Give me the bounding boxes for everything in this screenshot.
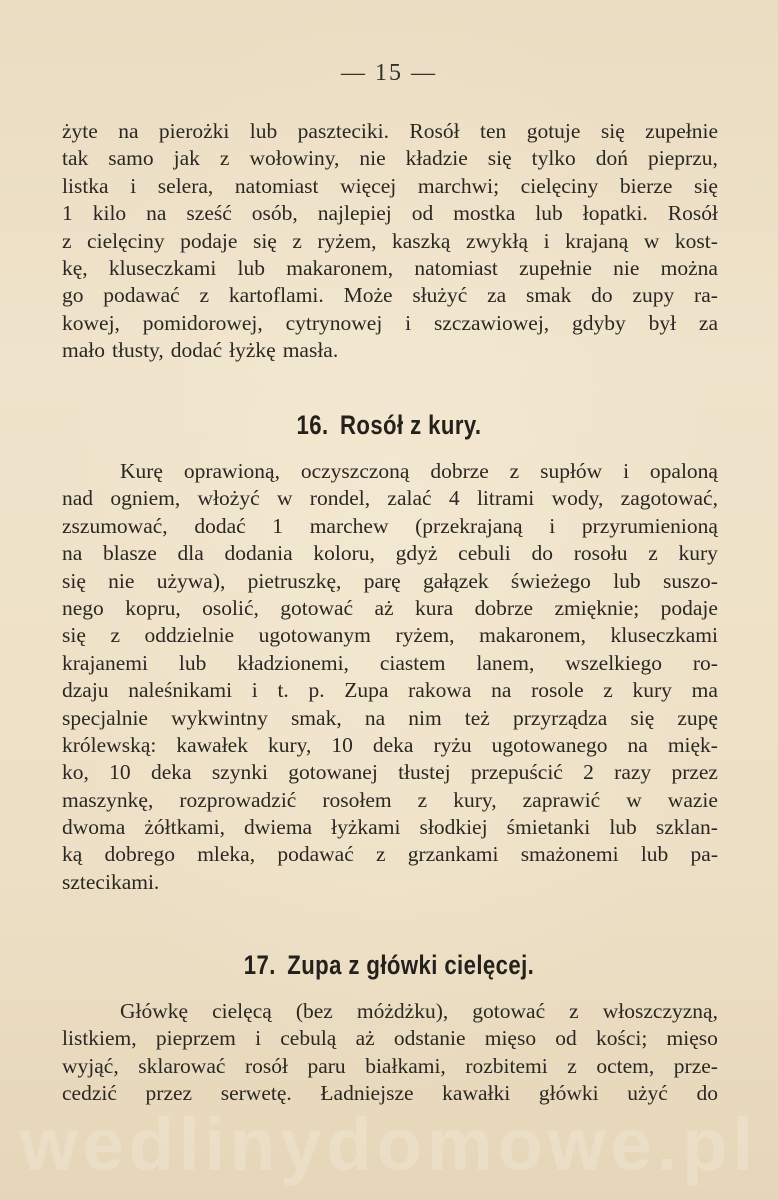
page-number: — 15 — bbox=[341, 60, 437, 86]
word: i bbox=[251, 678, 258, 703]
word: za bbox=[698, 310, 718, 335]
word: paru bbox=[307, 1053, 346, 1078]
word: suszo- bbox=[662, 568, 718, 593]
word: kawałek bbox=[176, 732, 248, 757]
word: się bbox=[487, 146, 512, 171]
word: sklarować bbox=[138, 1053, 226, 1078]
word: dobrze bbox=[430, 459, 489, 483]
word: najlepiej bbox=[317, 201, 392, 226]
word: się bbox=[252, 228, 277, 253]
word: naleśnikami bbox=[128, 678, 233, 703]
word: oczyszczoną bbox=[300, 459, 410, 483]
word: nie bbox=[108, 568, 135, 593]
word: pieprzem bbox=[155, 1026, 236, 1051]
text-line bbox=[62, 650, 718, 677]
word: z bbox=[219, 146, 230, 171]
word: i bbox=[623, 459, 630, 483]
word: razy bbox=[614, 760, 652, 785]
word: wazie bbox=[667, 787, 718, 812]
word: pietruszkę, bbox=[247, 568, 342, 593]
word: lub bbox=[249, 119, 278, 143]
word: parę bbox=[363, 568, 401, 593]
word: kładzionemi, bbox=[237, 650, 349, 675]
word: ma bbox=[691, 678, 718, 703]
section-16-heading bbox=[70, 410, 708, 441]
word: kowej, bbox=[62, 310, 120, 335]
word: nim bbox=[408, 705, 442, 730]
word: blasze bbox=[103, 541, 157, 566]
word: dodać bbox=[194, 513, 246, 538]
word: i bbox=[255, 1026, 262, 1051]
word: 1 bbox=[272, 513, 284, 538]
word: zagotować, bbox=[620, 486, 718, 511]
word: kluseczkami bbox=[108, 255, 217, 280]
word: łyżkę bbox=[229, 338, 276, 363]
word: główki bbox=[538, 1081, 599, 1106]
word: gotowanej bbox=[288, 760, 378, 785]
word: na bbox=[491, 678, 512, 703]
word: cebuli bbox=[458, 541, 511, 566]
word: masła. bbox=[282, 338, 339, 363]
word: odstanie bbox=[393, 1026, 466, 1051]
word: rozprowadzić bbox=[179, 787, 297, 812]
word: nego bbox=[62, 595, 104, 620]
text-line bbox=[62, 1080, 718, 1107]
word: smak, bbox=[290, 705, 342, 730]
word: listkiem, bbox=[62, 1026, 137, 1051]
word: w bbox=[643, 228, 660, 253]
word: paszteciki. bbox=[297, 119, 390, 143]
word: łopatki. bbox=[582, 201, 648, 226]
word: zalać bbox=[387, 486, 432, 511]
word: mięso bbox=[666, 1026, 718, 1051]
word: zupy bbox=[632, 283, 675, 308]
word: podawać bbox=[103, 283, 180, 308]
word: octem, bbox=[596, 1053, 655, 1078]
word: dwoma bbox=[62, 815, 126, 840]
word: służyć bbox=[412, 283, 468, 308]
word: z bbox=[417, 787, 428, 812]
word: kury bbox=[632, 678, 672, 703]
word: smażonemi bbox=[520, 842, 619, 867]
word: i bbox=[130, 173, 137, 198]
word: osolić, bbox=[202, 595, 259, 620]
word: Rosół bbox=[409, 119, 460, 143]
word: cielęcą bbox=[212, 999, 272, 1023]
word: i bbox=[549, 513, 556, 538]
word: pieprzu, bbox=[648, 146, 718, 171]
word: natomiast bbox=[414, 255, 498, 280]
text-line bbox=[62, 173, 718, 200]
word: krajanemi bbox=[62, 650, 148, 675]
word: litrami bbox=[476, 486, 535, 511]
section-16-title: Rosół z kury. bbox=[340, 410, 482, 440]
word: w bbox=[276, 486, 293, 511]
word: ugotowanego bbox=[491, 732, 608, 757]
section-17-number: 17. bbox=[243, 950, 276, 980]
word: deka bbox=[372, 732, 414, 757]
word: serwetę. bbox=[220, 1081, 292, 1106]
word: wołowiny, bbox=[249, 146, 340, 171]
word: na bbox=[118, 119, 139, 143]
word: gdyż bbox=[395, 541, 438, 566]
word: krajaną bbox=[565, 228, 629, 253]
text-line bbox=[62, 869, 718, 896]
text-line bbox=[62, 568, 718, 595]
word: z bbox=[603, 678, 613, 703]
word: gotować bbox=[280, 595, 354, 620]
word: przepuścić bbox=[470, 760, 563, 785]
word: można bbox=[660, 255, 718, 280]
word: cielęciny bbox=[520, 173, 599, 198]
word: tłusty, bbox=[112, 338, 164, 363]
word: cielęciny bbox=[87, 228, 165, 253]
word: kartoflami. bbox=[228, 283, 324, 308]
word: gałązek bbox=[422, 568, 489, 593]
word: ten bbox=[480, 119, 507, 143]
word: Zupa bbox=[344, 678, 389, 703]
word: przez bbox=[671, 760, 718, 785]
text-line bbox=[62, 1025, 718, 1052]
word: makaronem, bbox=[286, 255, 394, 280]
word: kości; bbox=[595, 1026, 648, 1051]
word: mostka bbox=[453, 201, 516, 226]
text-line bbox=[62, 337, 718, 364]
word: ko, bbox=[62, 760, 89, 785]
word: do bbox=[696, 1081, 718, 1106]
word: osób, bbox=[251, 201, 298, 226]
word: przez bbox=[145, 1081, 193, 1106]
word: wyjąć, bbox=[62, 1053, 119, 1078]
word: śmietanki bbox=[506, 815, 591, 840]
word: ciastem bbox=[379, 650, 446, 675]
word: zupełnie bbox=[645, 119, 718, 143]
word: sztecikami. bbox=[62, 869, 160, 894]
word: smak bbox=[525, 283, 572, 308]
word: użyć bbox=[627, 1081, 668, 1106]
word: kury, bbox=[453, 787, 497, 812]
word: kładzie bbox=[405, 146, 468, 171]
word: dla bbox=[177, 541, 204, 566]
section-16-number: 16. bbox=[296, 410, 329, 440]
word: makaronem, bbox=[479, 623, 586, 648]
word: podaje bbox=[660, 595, 718, 620]
word: lub bbox=[178, 650, 207, 675]
word: przyrumienioną bbox=[581, 513, 718, 538]
word: świeżego bbox=[510, 568, 591, 593]
word: ugotowanym bbox=[258, 623, 371, 648]
word: natomiast bbox=[234, 173, 319, 198]
word: dobrze bbox=[474, 595, 534, 620]
word: na bbox=[627, 732, 648, 757]
word: supłów bbox=[540, 459, 603, 483]
word: zaprawić bbox=[522, 787, 601, 812]
word: z bbox=[62, 228, 72, 253]
section-17-body bbox=[62, 998, 718, 1108]
word: się bbox=[62, 568, 86, 593]
text-line bbox=[62, 595, 718, 622]
word: tłustej bbox=[398, 760, 451, 785]
word: jak bbox=[173, 146, 200, 171]
word: lub bbox=[609, 815, 637, 840]
word: marchwi; bbox=[417, 173, 500, 198]
text-line bbox=[62, 814, 718, 841]
text-line bbox=[62, 145, 718, 172]
word: go bbox=[62, 283, 84, 308]
word: cebulą bbox=[280, 1026, 337, 1051]
word: z bbox=[509, 459, 520, 483]
word: ryżem, bbox=[317, 228, 377, 253]
word: dodać bbox=[170, 338, 223, 363]
word: nad bbox=[62, 486, 94, 511]
word: grzankami bbox=[407, 842, 499, 867]
word: maszynkę, bbox=[62, 787, 154, 812]
word: lub bbox=[613, 568, 641, 593]
word: żyte bbox=[62, 119, 98, 143]
word: rosół bbox=[244, 1053, 288, 1078]
word: też bbox=[464, 705, 490, 730]
word: królewską: bbox=[62, 732, 157, 757]
word: ryżem, bbox=[395, 623, 455, 648]
word: rosole bbox=[531, 678, 584, 703]
word: 10 bbox=[109, 760, 131, 785]
word: więcej bbox=[340, 173, 397, 198]
word: koloru, bbox=[313, 541, 375, 566]
word: kilo bbox=[92, 201, 127, 226]
word: tak bbox=[62, 146, 89, 171]
word: kura bbox=[414, 595, 454, 620]
word: zwykłą bbox=[465, 228, 529, 253]
word: 10 bbox=[331, 732, 353, 757]
word: (bez bbox=[295, 999, 333, 1023]
word: zmięknie; bbox=[554, 595, 640, 620]
word: oprawioną, bbox=[183, 459, 280, 483]
text-line bbox=[62, 677, 718, 704]
text-line bbox=[62, 998, 718, 1025]
word: lub bbox=[237, 255, 266, 280]
word: wody, bbox=[551, 486, 604, 511]
word: cytrynowej bbox=[285, 310, 383, 335]
text-line bbox=[62, 458, 718, 485]
word: pierożki bbox=[158, 119, 230, 143]
word: wykwintny bbox=[171, 705, 268, 730]
word: nie bbox=[359, 146, 386, 171]
word: z bbox=[292, 228, 302, 253]
word: z bbox=[569, 999, 579, 1023]
word: szklan- bbox=[655, 815, 718, 840]
word: nie bbox=[613, 255, 640, 280]
word: w bbox=[626, 787, 642, 812]
word: z bbox=[199, 283, 210, 308]
word: podawać bbox=[277, 842, 354, 867]
word: szczawiowej, bbox=[433, 310, 550, 335]
word: rosołu bbox=[573, 541, 628, 566]
word: kopru, bbox=[125, 595, 181, 620]
text-line bbox=[62, 787, 718, 814]
word: samo bbox=[108, 146, 154, 171]
text-line bbox=[62, 255, 718, 282]
text-line bbox=[62, 732, 718, 759]
word: rondel, bbox=[309, 486, 371, 511]
word: deka bbox=[150, 760, 192, 785]
word: włożyć bbox=[197, 486, 260, 511]
word: ką bbox=[62, 842, 83, 867]
word: kost- bbox=[674, 228, 718, 253]
text-line bbox=[62, 705, 718, 732]
word: za bbox=[487, 283, 507, 308]
word: dzaju bbox=[62, 678, 109, 703]
section-16-body bbox=[62, 458, 718, 896]
word: słodkiej bbox=[419, 815, 488, 840]
text-line bbox=[62, 228, 718, 255]
watermark: wedlinydomowe.pl bbox=[20, 1103, 758, 1186]
word: specjalnie bbox=[62, 705, 148, 730]
word: od bbox=[555, 1026, 577, 1051]
word: ryżu bbox=[433, 732, 472, 757]
word: t. bbox=[277, 678, 289, 703]
word: ra- bbox=[694, 283, 718, 308]
word: cedzić bbox=[62, 1081, 117, 1106]
text-line bbox=[62, 200, 718, 227]
text-line bbox=[62, 540, 718, 567]
word: łyżkami bbox=[331, 815, 401, 840]
word: 1 bbox=[62, 201, 73, 226]
word: gotuje bbox=[526, 119, 581, 143]
word: przyrządza bbox=[512, 705, 608, 730]
word: do bbox=[531, 541, 553, 566]
word: rakowa bbox=[408, 678, 472, 703]
word: Kurę bbox=[120, 459, 163, 483]
word: kaszką bbox=[391, 228, 451, 253]
word: dodania bbox=[224, 541, 293, 566]
word: do bbox=[591, 283, 613, 308]
word: tylko bbox=[531, 146, 576, 171]
text-line bbox=[62, 485, 718, 512]
word: Ładniejsze bbox=[320, 1081, 414, 1106]
word: zupę bbox=[677, 705, 718, 730]
text-line bbox=[62, 622, 718, 649]
word: pa- bbox=[690, 842, 718, 867]
word: bierze bbox=[619, 173, 673, 198]
word: na bbox=[146, 201, 167, 226]
word: listka bbox=[62, 173, 109, 198]
text-line bbox=[62, 282, 718, 309]
word: móżdżku), bbox=[356, 999, 449, 1023]
word: sześć bbox=[186, 201, 232, 226]
word: gotować bbox=[472, 999, 546, 1023]
word: (przekrajaną bbox=[415, 513, 523, 538]
word: rozbitemi bbox=[465, 1053, 548, 1078]
word: i bbox=[405, 310, 412, 335]
word: włoszczyzną, bbox=[602, 999, 718, 1023]
word: p. bbox=[308, 678, 325, 703]
word: wszelkiego bbox=[565, 650, 662, 675]
text-line bbox=[62, 513, 718, 540]
word: mało bbox=[62, 338, 105, 363]
word: Może bbox=[343, 283, 393, 308]
word: od bbox=[411, 201, 434, 226]
word: z bbox=[375, 842, 386, 867]
word: Rosół bbox=[667, 201, 718, 226]
text-line bbox=[62, 118, 718, 145]
word: prze- bbox=[673, 1053, 718, 1078]
section-17-title: Zupa z główki cielęcej. bbox=[287, 950, 535, 980]
word: dwiema bbox=[244, 815, 313, 840]
word: kluseczkami bbox=[610, 623, 718, 648]
word: ro- bbox=[692, 650, 718, 675]
paragraph-intro bbox=[62, 118, 718, 365]
word: się bbox=[62, 623, 86, 648]
word: mięso bbox=[484, 1026, 537, 1051]
text-line bbox=[62, 759, 718, 786]
word: zszumować, bbox=[62, 513, 168, 538]
text-line bbox=[62, 841, 718, 868]
word: był bbox=[648, 310, 677, 335]
word: doń bbox=[595, 146, 629, 171]
word: mięk- bbox=[667, 732, 718, 757]
word: używa), bbox=[156, 568, 226, 593]
word: szynki bbox=[211, 760, 268, 785]
text-line bbox=[62, 1053, 718, 1080]
word: lanem, bbox=[476, 650, 535, 675]
word: na bbox=[62, 541, 83, 566]
word: się bbox=[630, 705, 655, 730]
word: się bbox=[600, 119, 625, 143]
word: z bbox=[567, 1053, 577, 1078]
word: dobrego bbox=[104, 842, 175, 867]
word: lub bbox=[535, 201, 563, 226]
word: aż bbox=[355, 1026, 375, 1051]
word: selera, bbox=[157, 173, 214, 198]
word: mleka, bbox=[197, 842, 256, 867]
text-line bbox=[62, 310, 718, 337]
word: gdyby bbox=[572, 310, 626, 335]
word: marchew bbox=[309, 513, 389, 538]
word: ogniem, bbox=[110, 486, 181, 511]
word: białkami, bbox=[365, 1053, 446, 1078]
section-17-heading bbox=[70, 950, 708, 981]
word: kawałki bbox=[442, 1081, 511, 1106]
word: kury bbox=[678, 541, 718, 566]
word: opaloną bbox=[649, 459, 718, 483]
word: z bbox=[110, 623, 120, 648]
word: kury, bbox=[267, 732, 312, 757]
word: pomidorowej, bbox=[142, 310, 263, 335]
word: żółtkami, bbox=[144, 815, 225, 840]
word: 2 bbox=[583, 760, 594, 785]
word: podaje bbox=[180, 228, 238, 253]
word: aż bbox=[374, 595, 394, 620]
word: kę, bbox=[62, 255, 88, 280]
word: i bbox=[543, 228, 550, 253]
word: na bbox=[364, 705, 386, 730]
word: rosołem bbox=[322, 787, 392, 812]
word: lub bbox=[640, 842, 669, 867]
word: 4 bbox=[448, 486, 460, 511]
word: z bbox=[648, 541, 658, 566]
word: oddzielnie bbox=[144, 623, 235, 648]
word: zupełnie bbox=[519, 255, 592, 280]
word: się bbox=[694, 173, 718, 198]
word: Główkę bbox=[120, 999, 189, 1023]
